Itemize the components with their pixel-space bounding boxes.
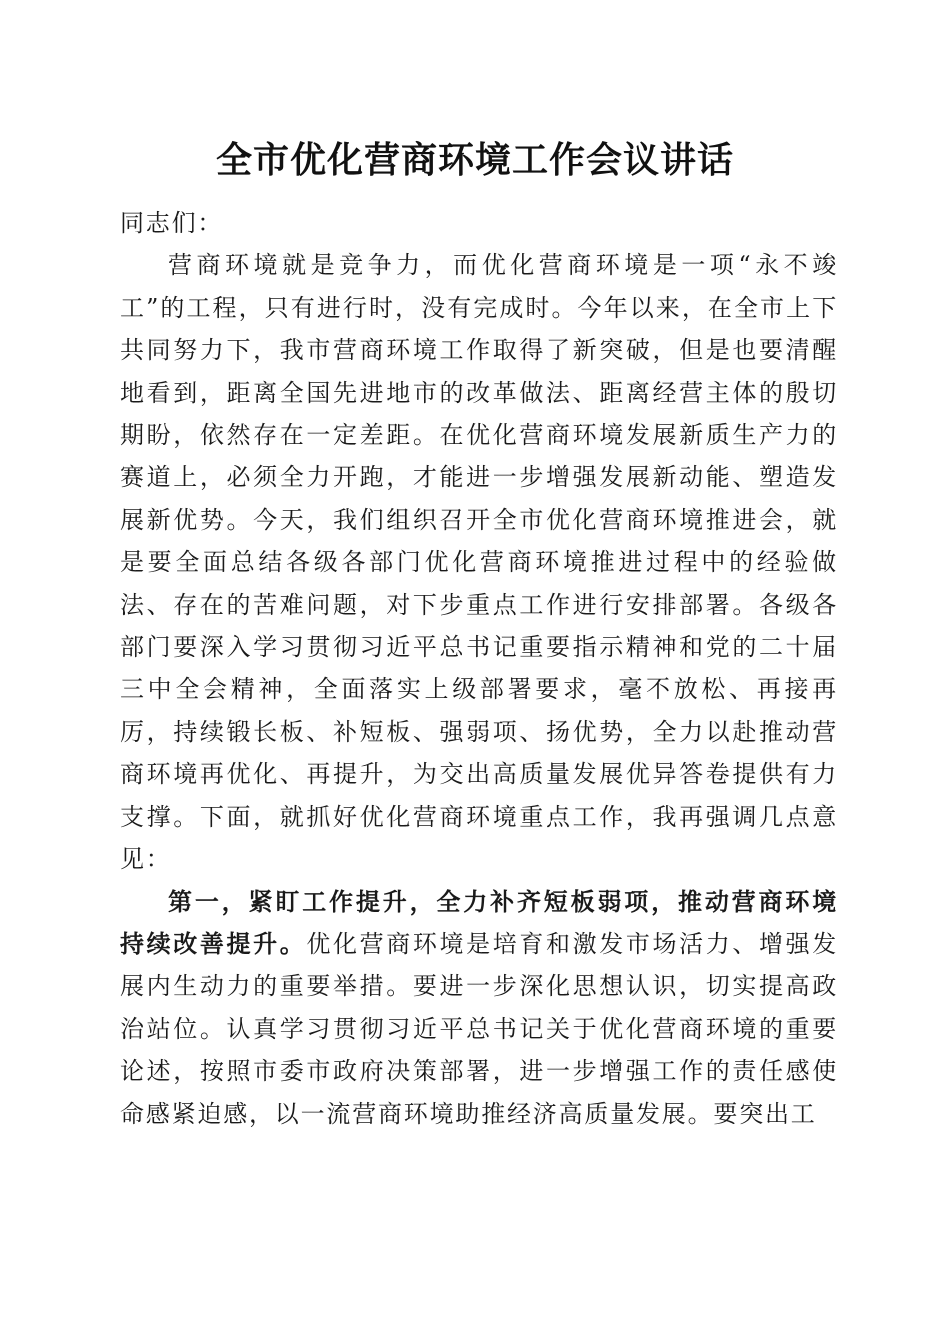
paragraph-intro-text: 营商环境就是竞争力，而优化营商环境是一项“永不竣工”的工程，只有进行时，没有完成时。今年以来，在全市上下共同努力下，我市营商环境工作取得了新突破，但是也要清醒地看到，距离全国先进地市的改革做法、距离经营主体的殷切期盼，依然存在一定差距。在优化营商环境发展新质生产力的赛道上，必须全力开跑，才能进一步增强发展新动能、塑造发展新优势。今天，我们组织召开全市优化营商环境推进会，就是要全面总结各级各部门优化营商环境推进过程中的经验做法、存在的苦难问题，对下步重点工作进行安排部署。各级各部门要深入学习贯彻习近平总书记重要指示精神和党的二十届三中全会精神，全面落实上级部署要求，毫不放松、再接再厉，持续锻长板、补短板、强弱项、扬优势，全力以赴推动营商环境再优化、再提升，为交出高质量发展优异答卷提供有力支撑。下面，就抓好优化营商环境重点工作，我再强调几点意见： — [120, 251, 838, 874]
paragraph-first-point-lead: 第一，紧盯工作提升，全力补齐短板弱项，推动营商环境持续改善提升。 — [120, 886, 838, 958]
greeting: 同志们： — [120, 209, 224, 237]
paragraph-intro — [120, 244, 838, 880]
document-body — [120, 202, 838, 1135]
paragraph-first-point-text: 优化营商环境是培育和激发市场活力、增强发展内生动力的重要举措。要进一步深化思想认识，切实提高政治站位。认真学习贯彻习近平总书记关于优化营商环境的重要论述，按照市委市政府决策部署，进一步增强工作的责任感使命感紧迫感，以一流营商环境助推经济高质量发展。要突出工 — [120, 929, 838, 1128]
document-title: 全市优化营商环境工作会议讲话 — [215, 139, 734, 181]
paragraph-first-point — [120, 881, 838, 1135]
